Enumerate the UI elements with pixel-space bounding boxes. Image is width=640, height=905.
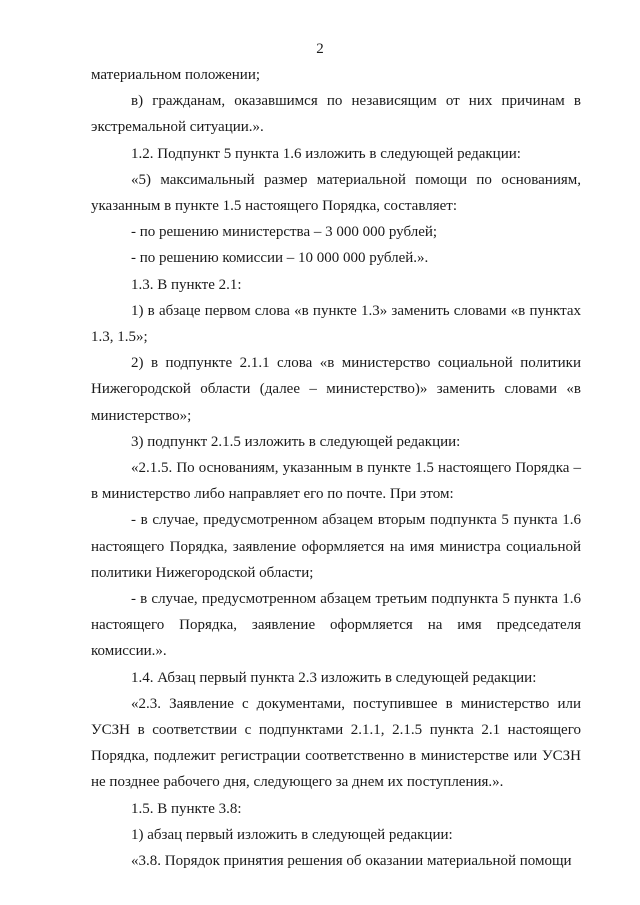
paragraph: 1.2. Подпункт 5 пункта 1.6 изложить в следующей редакции:: [131, 145, 521, 162]
paragraph: «2.3. Заявление с документами, поступившее в министерство или УСЗН в соответствии с подпунктами 2.1.1, 2.1.5 пункта 2.1 настоящего Порядка, подлежит регистрации соответственно в министерстве или УСЗН не позднее рабочего дня, следующего за днем их поступления.».: [91, 695, 581, 791]
document-body: [91, 62, 581, 874]
paragraph: - в случае, предусмотренном абзацем вторым подпункта 5 пункта 1.6 настоящего Порядка, заявление оформляется на имя министра социальной политики Нижегородской области;: [91, 512, 581, 581]
paragraph: «2.1.5. По основаниям, указанным в пункте 1.5 настоящего Порядка – в министерство либо направляет его по почте. При этом:: [91, 460, 581, 503]
paragraph: 1.4. Абзац первый пункта 2.3 изложить в следующей редакции:: [131, 669, 537, 686]
paragraph: «5) максимальный размер материальной помощи по основаниям, указанным в пункте 1.5 настоящего Порядка, составляет:: [91, 171, 581, 215]
paragraph: 1) в абзаце первом слова «в пункте 1.3» заменить словами «в пунктах 1.3, 1.5»;: [91, 302, 581, 346]
paragraph: «3.8. Порядок принятия решения об оказании материальной помощи: [131, 853, 572, 870]
paragraph: 1.5. В пункте 3.8:: [131, 800, 242, 817]
paragraph: 1) абзац первый изложить в следующей редакции:: [131, 826, 453, 843]
paragraph: - по решению комиссии – 10 000 000 рублей.».: [131, 250, 429, 267]
paragraph: в) гражданам, оказавшимся по независящим от них причинам в экстремальной ситуации.».: [91, 93, 581, 136]
paragraph: материальном положении;: [91, 67, 261, 83]
paragraph: 1.3. В пункте 2.1:: [131, 276, 242, 293]
paragraph: - в случае, предусмотренном абзацем третьим подпункта 5 пункта 1.6 настоящего Порядка, заявление оформляется на имя председателя комиссии.».: [91, 591, 581, 660]
paragraph: 2) в подпункте 2.1.1 слова «в министерство социальной политики Нижегородской области (далее – министерство)» заменить словами «в министерство»;: [91, 355, 581, 424]
paragraph: 3) подпункт 2.1.5 изложить в следующей редакции:: [131, 433, 461, 450]
paragraph: - по решению министерства – 3 000 000 рублей;: [131, 224, 438, 241]
page-number: 2: [316, 41, 324, 57]
